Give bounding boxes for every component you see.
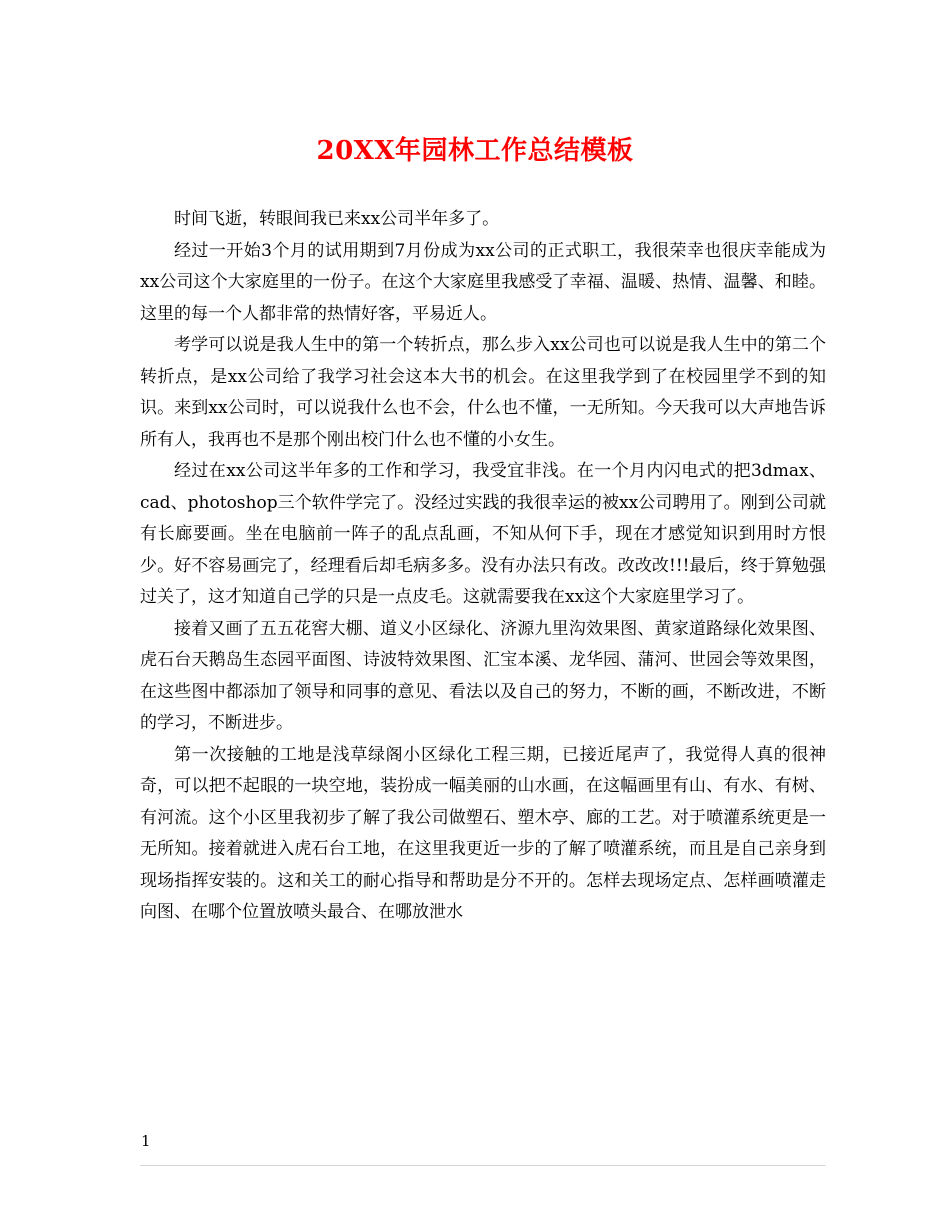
document-body	[140, 204, 826, 929]
document-title: 20XX年园林工作总结模板	[316, 136, 634, 166]
paragraph: 经过一开始3个月的试用期到7月份成为xx公司的正式职工，我很荣幸也很庆幸能成为xx公司这个大家庭里的一份子。在这个大家庭里我感受了幸福、温暖、热情、温馨、和睦。这里的每一个人都非常的热情好客，平易近人。	[140, 240, 826, 324]
paragraph: 接着又画了五五花窖大棚、道义小区绿化、济源九里沟效果图、黄家道路绿化效果图、虎石台天鹅岛生态园平面图、诗波特效果图、汇宝本溪、龙华园、蒲河、世园会等效果图，在这些图中都添加了领导和同事的意见、看法以及自己的努力，不断的画，不断改进，不断的学习，不断进步。	[140, 618, 826, 733]
paragraph: 时间飞逝，转眼间我已来xx公司半年多了。	[174, 209, 500, 229]
paragraph: 经过在xx公司这半年多的工作和学习，我受宜非浅。在一个月内闪电式的把3dmax、cad、photoshop三个软件学完了。没经过实践的我很幸运的被xx公司聘用了。刚到公司就有长廊要画。坐在电脑前一阵子的乱点乱画，不知从何下手，现在才感觉知识到用时方恨少。好不容易画完了，经理看后却毛病多多。没有办法只有改。改改改!!!最后，终于算勉强过关了，这才知道自己学的只是一点皮毛。这就需要我在xx这个大家庭里学习了。	[140, 461, 826, 607]
paragraph: 考学可以说是我人生中的第一个转折点，那么步入xx公司也可以说是我人生中的第二个转折点，是xx公司给了我学习社会这本大书的机会。在这里我学到了在校园里学不到的知识。来到xx公司时，可以说我什么也不会，什么也不懂，一无所知。今天我可以大声地告诉所有人，我再也不是那个刚出校门什么也不懂的小女生。	[140, 335, 826, 450]
paragraph: 第一次接触的工地是浅草绿阁小区绿化工程三期，已接近尾声了，我觉得人真的很神奇，可以把不起眼的一块空地，装扮成一幅美丽的山水画，在这幅画里有山、有水、有树、有河流。这个小区里我初步了解了我公司做塑石、塑木亭、廊的工艺。对于喷灌系统更是一无所知。接着就进入虎石台工地，在这里我更近一步的了解了喷灌系统，而且是自己亲身到现场指挥安装的。这和关工的耐心指导和帮助是分不开的。怎样去现场定点、怎样画喷灌走向图、在哪个位置放喷头最合、在哪放泄水	[140, 744, 826, 922]
page-number: 1	[141, 1132, 151, 1150]
footer-divider	[140, 1165, 826, 1166]
